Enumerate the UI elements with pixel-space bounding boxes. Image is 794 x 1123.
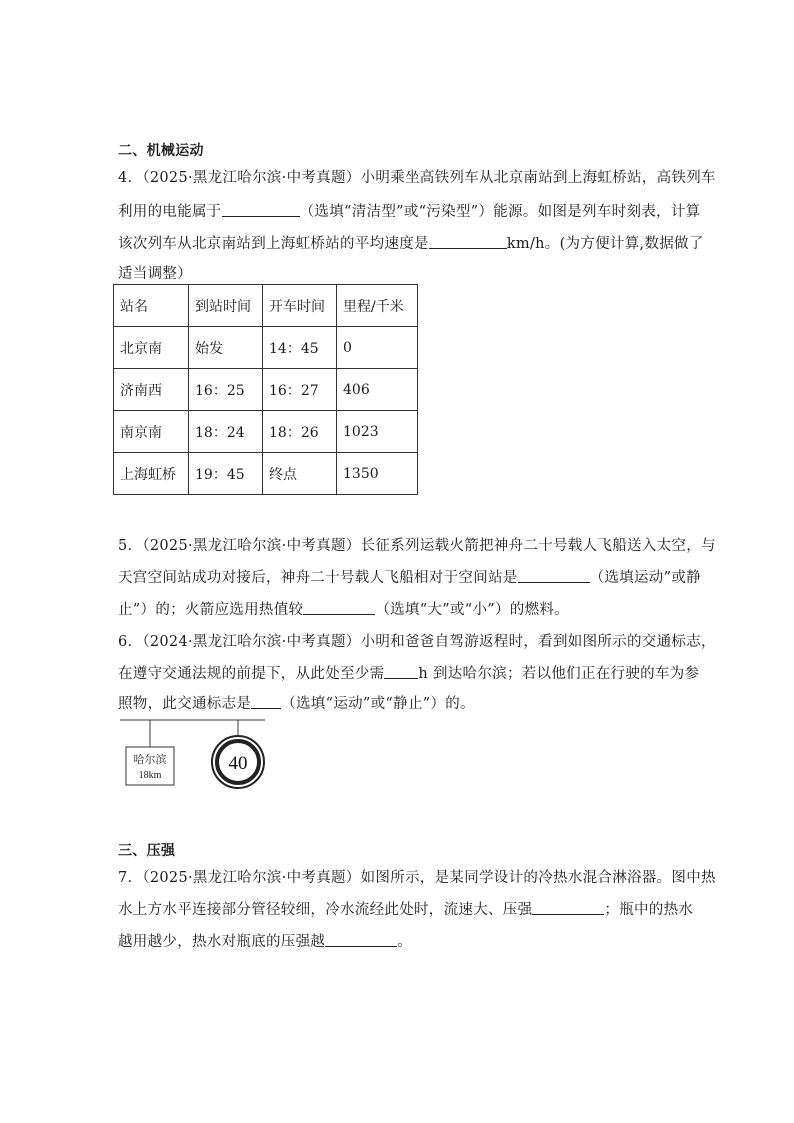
q4-line-3 [118,232,704,253]
q7-line-2-text-b: ；瓶中的热水 [604,902,694,918]
q5-blank-heat-value[interactable] [303,600,375,615]
q7-blank-bottom-pressure[interactable] [325,932,397,947]
header-arrival: 到站时间 [189,285,263,327]
q7-line-2-text-a: 水上方水平连接部分管径较细，冷水流经此处时，流速大、压强 [118,902,533,918]
q6-line-2 [118,662,699,683]
header-distance: 里程/千米 [337,285,418,327]
section-heading-pressure: 三、压强 [118,843,176,859]
q4-line-3-text-a: 该次列车从北京南站到上海虹桥站的平均速度是 [118,236,429,252]
cell-distance: 0 [337,327,418,369]
q6-blank-time[interactable] [384,664,418,679]
q5-line-2-text-b: （选填运动”或静 [589,570,701,586]
q5-line-1: 5．（2025·黑龙江哈尔滨·中考真题）长征系列运载火箭把神舟二十号载人飞船送入太空，与 [118,538,716,554]
q5-line-3-text-a: 止”）的；火箭应选用热值较 [118,602,304,618]
cell-distance: 406 [337,369,418,411]
cell-distance: 1350 [337,453,418,495]
cell-departure: 终点 [263,453,337,495]
cell-distance: 1023 [337,411,418,453]
q7-line-3 [118,930,412,951]
cell-station: 南京南 [114,411,189,453]
q4-line-2-text-b: （选填“清洁型”或“污染型”）能源。如图是列车时刻表，计算 [299,204,701,220]
table-row [114,369,418,411]
q4-line-3-text-b: km/h。(为方便计算,数据做了 [506,236,704,252]
q5-line-2-text-a: 天宫空间站成功对接后，神舟二十号载人飞船相对于空间站是 [118,570,518,586]
cell-station: 北京南 [114,327,189,369]
q7-line-1: 7．（2025·黑龙江哈尔滨·中考真题）如图所示，是某同学设计的冷热水混合淋浴器。图中热 [118,870,716,886]
q4-line-2-text-a: 利用的电能属于 [118,204,222,220]
q6-line-3-text-a: 照物，此交通标志是 [118,696,252,712]
table-header-row [114,285,418,327]
q5-line-3 [118,598,569,619]
q7-blank-pressure[interactable] [532,900,604,915]
q5-line-2 [118,566,701,587]
q7-line-2 [118,898,693,919]
q4-blank-energy-type[interactable] [222,202,300,217]
table-row [114,411,418,453]
cell-departure: 16：27 [263,369,337,411]
train-timetable [113,284,418,495]
header-station: 站名 [114,285,189,327]
q6-line-3 [118,692,475,713]
traffic-sign-figure [120,718,270,793]
cell-arrival: 18：24 [189,411,263,453]
cell-arrival: 19：45 [189,453,263,495]
q4-line-4: 适当调整） [118,266,192,282]
cell-station: 上海虹桥 [114,453,189,495]
table-row [114,327,418,369]
cell-arrival: 始发 [189,327,263,369]
q4-line-2 [118,200,700,221]
table-row [114,453,418,495]
q6-line-3-text-b: （选填“运动”或“静止”）的。 [281,696,475,712]
cell-departure: 18：26 [263,411,337,453]
q5-line-3-text-b: （选填“大”或“小”）的燃料。 [375,602,569,618]
section-heading-mechanical-motion: 二、机械运动 [118,143,204,159]
q6-line-1: 6．（2024·黑龙江哈尔滨·中考真题）小明和爸爸自驾游返程时，看到如图所示的交通标志， [118,634,716,650]
q7-line-3-text-b: 。 [397,934,413,950]
header-departure: 开车时间 [263,285,337,327]
distance-sign-city: 哈尔滨 [133,753,167,766]
q5-blank-motion-state[interactable] [518,568,590,583]
distance-sign-km: 18km [138,770,162,781]
q6-line-2-text-a: 在遵守交通法规的前提下，从此处至少需 [118,666,385,682]
q4-blank-average-speed[interactable] [429,234,507,249]
speed-limit-value: 40 [228,753,248,774]
cell-station: 济南西 [114,369,189,411]
cell-arrival: 16：25 [189,369,263,411]
q6-blank-sign-state[interactable] [251,694,281,709]
q7-line-3-text-a: 越用越少，热水对瓶底的压强越 [118,934,326,950]
q4-line-1: 4．（2025·黑龙江哈尔滨·中考真题）小明乘坐高铁列车从北京南站到上海虹桥站，高铁列车 [118,170,716,186]
cell-departure: 14：45 [263,327,337,369]
q6-line-2-text-b: h 到达哈尔滨；若以他们正在行驶的车为参 [418,666,700,682]
